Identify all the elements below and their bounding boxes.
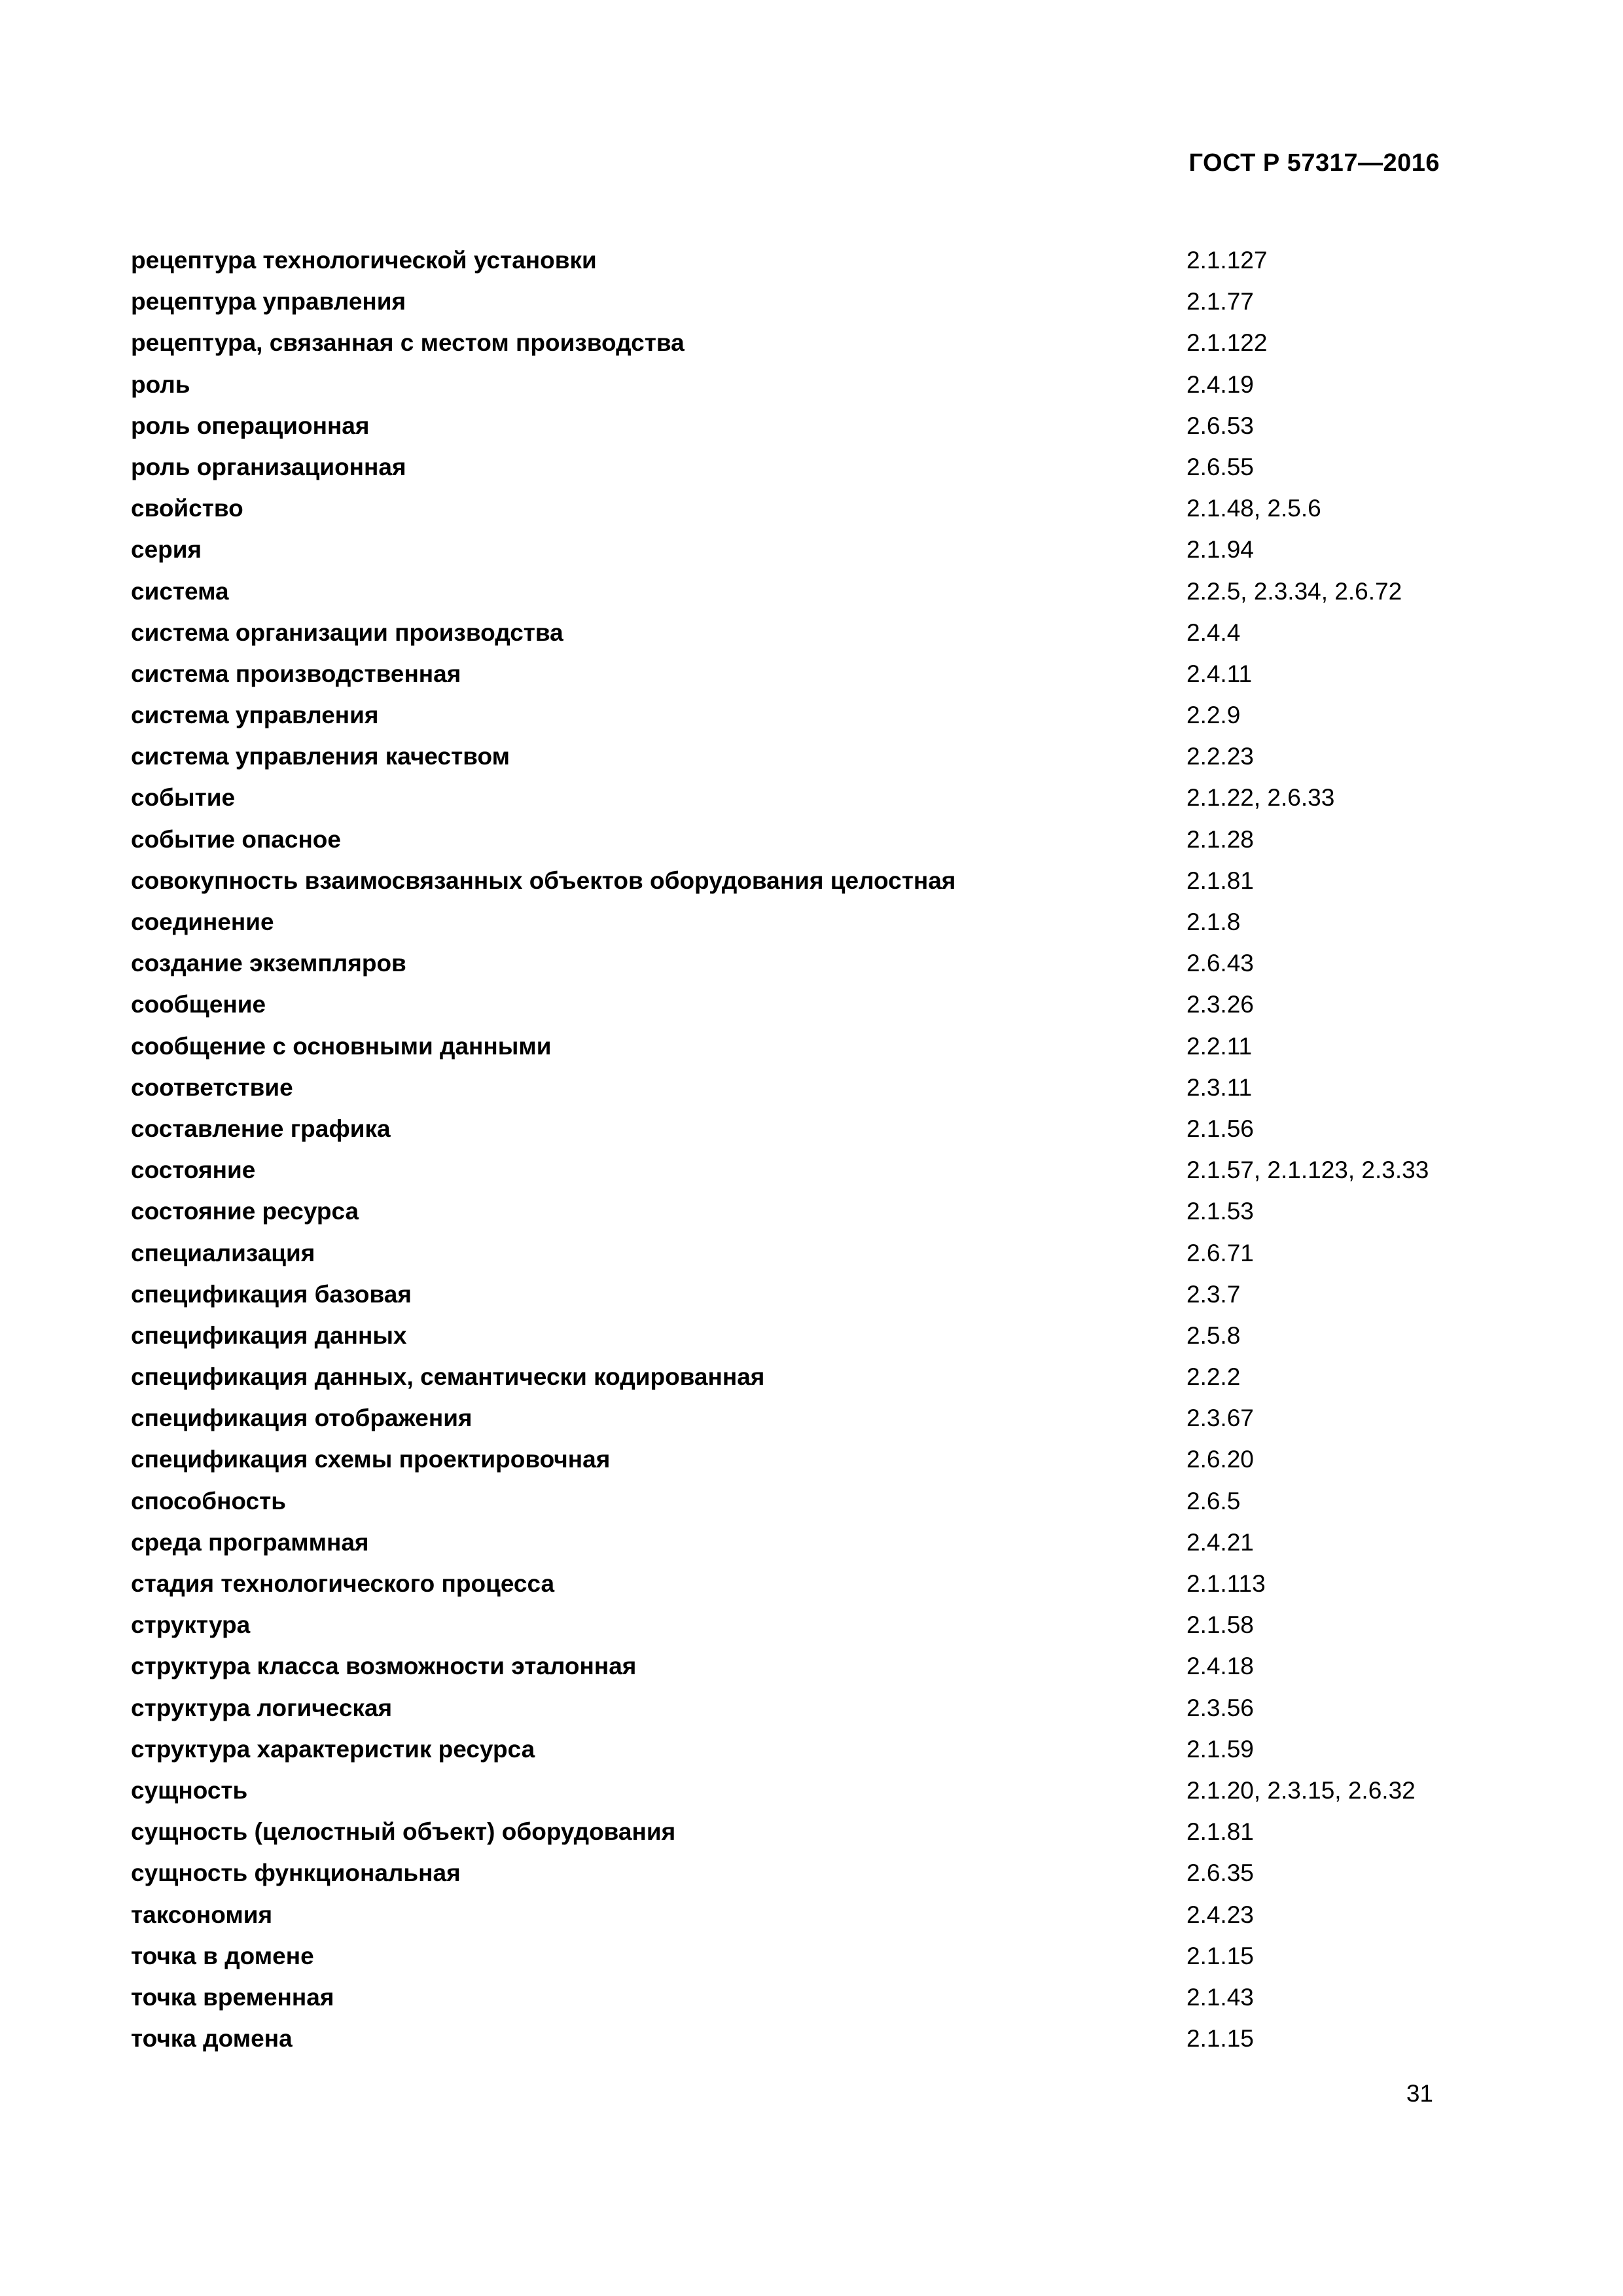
- index-term-refs: 2.3.11: [1186, 1073, 1253, 1101]
- index-term: способность: [131, 1487, 286, 1515]
- index-term: сущность: [131, 1776, 248, 1804]
- index-term: сущность (целостный объект) оборудования: [131, 1818, 676, 1846]
- index-entry: [131, 488, 1440, 529]
- index-entry: [131, 1067, 1440, 1108]
- index-term: соединение: [131, 908, 274, 935]
- index-term-refs: 2.3.56: [1186, 1694, 1254, 1721]
- index-term: соответствие: [131, 1073, 293, 1101]
- index-term: точка временная: [131, 1983, 334, 2011]
- index-entry: [131, 777, 1440, 818]
- index-entry: [131, 1604, 1440, 1645]
- index-term: роль операционная: [131, 412, 370, 439]
- index-term-refs: 2.1.113: [1186, 1570, 1266, 1597]
- index-entry: [131, 901, 1440, 942]
- index-term-refs: 2.1.81: [1186, 1818, 1254, 1846]
- index-term-refs: 2.1.15: [1186, 2025, 1254, 2053]
- index-term-refs: 2.1.57, 2.1.123, 2.3.33: [1186, 1157, 1429, 1184]
- index-entry: [131, 1935, 1440, 1977]
- index-term-refs: 2.1.58: [1186, 1611, 1254, 1639]
- index-term: сообщение: [131, 991, 266, 1018]
- index-entry: [131, 653, 1440, 694]
- index-term: спецификация базовая: [131, 1280, 412, 1308]
- index-term-refs: 2.1.81: [1186, 867, 1254, 894]
- index-entry: [131, 2018, 1440, 2059]
- index-entry: [131, 819, 1440, 860]
- index-entry: [131, 860, 1440, 901]
- index-term-refs: 2.1.20, 2.3.15, 2.6.32: [1186, 1776, 1416, 1804]
- index-term: стадия технологического процесса: [131, 1570, 555, 1597]
- index-entry: [131, 1770, 1440, 1811]
- index-term: среда программная: [131, 1528, 369, 1556]
- index-term-refs: 2.2.23: [1186, 743, 1254, 770]
- index-entry: [131, 942, 1440, 984]
- document-code-header: ГОСТ Р 57317—2016: [1188, 149, 1440, 177]
- index-term-refs: 2.1.127: [1186, 247, 1268, 274]
- index-entry: [131, 240, 1440, 281]
- index-entry: [131, 1811, 1440, 1852]
- index-entry: [131, 1274, 1440, 1315]
- index-term: свойство: [131, 495, 243, 522]
- index-entry: [131, 1729, 1440, 1770]
- index-term-refs: 2.1.48, 2.5.6: [1186, 495, 1321, 522]
- index-term: сущность функциональная: [131, 1859, 461, 1887]
- index-term: специализация: [131, 1239, 315, 1266]
- index-term: структура класса возможности эталонная: [131, 1653, 637, 1680]
- index-term-refs: 2.6.53: [1186, 412, 1254, 439]
- index-entry: [131, 1645, 1440, 1687]
- index-term-refs: 2.1.94: [1186, 536, 1254, 564]
- index-entry: [131, 1439, 1440, 1480]
- index-term: точка домена: [131, 2025, 293, 2053]
- index-entry: [131, 405, 1440, 446]
- index-term: рецептура технологической установки: [131, 247, 597, 274]
- index-term: система управления: [131, 702, 379, 729]
- index-term: спецификация данных: [131, 1321, 407, 1349]
- index-term: событие опасное: [131, 825, 341, 853]
- index-term-refs: 2.2.11: [1186, 1032, 1253, 1060]
- index-term-refs: 2.2.2: [1186, 1363, 1241, 1391]
- index-term-refs: 2.5.8: [1186, 1321, 1241, 1349]
- index-entry: [131, 1480, 1440, 1522]
- index-term: серия: [131, 536, 202, 564]
- index-term-refs: 2.3.26: [1186, 991, 1254, 1018]
- index-term: система организации производства: [131, 619, 563, 646]
- index-term-refs: 2.1.8: [1186, 908, 1241, 935]
- index-term: таксономия: [131, 1901, 273, 1928]
- index-entry: [131, 736, 1440, 777]
- page-number: 31: [1406, 2080, 1433, 2107]
- index-term: система управления качеством: [131, 743, 510, 770]
- index-term-refs: 2.1.53: [1186, 1198, 1254, 1225]
- index-entry: [131, 1191, 1440, 1232]
- index-term-refs: 2.4.4: [1186, 619, 1241, 646]
- index-entry: [131, 1522, 1440, 1563]
- index-term-refs: 2.6.5: [1186, 1487, 1241, 1515]
- index-entry: [131, 1232, 1440, 1274]
- index-term-refs: 2.1.122: [1186, 329, 1268, 357]
- index-entry: [131, 446, 1440, 488]
- index-term-refs: 2.4.11: [1186, 660, 1253, 687]
- index-term-refs: 2.1.22, 2.6.33: [1186, 784, 1335, 812]
- index-entry: [131, 281, 1440, 322]
- index-term-refs: 2.1.77: [1186, 288, 1254, 315]
- index-entry: [131, 1977, 1440, 2018]
- index-entry: [131, 1852, 1440, 1893]
- index-entry: [131, 364, 1440, 405]
- index-entry: [131, 1356, 1440, 1397]
- index-term-refs: 2.6.35: [1186, 1859, 1254, 1887]
- index-term: роль: [131, 370, 190, 398]
- index-term: роль организационная: [131, 453, 406, 480]
- index-term-refs: 2.6.43: [1186, 950, 1254, 977]
- index-term-refs: 2.2.5, 2.3.34, 2.6.72: [1186, 577, 1402, 605]
- term-index-list: [131, 240, 1440, 2059]
- index-entry: [131, 571, 1440, 612]
- index-term: спецификация схемы проектировочная: [131, 1446, 611, 1473]
- index-entry: [131, 1687, 1440, 1729]
- index-term-refs: 2.4.23: [1186, 1901, 1254, 1928]
- index-entry: [131, 1108, 1440, 1149]
- index-entry: [131, 694, 1440, 736]
- index-term-refs: 2.1.56: [1186, 1115, 1254, 1142]
- index-term: система: [131, 577, 229, 605]
- index-term: структура: [131, 1611, 251, 1639]
- index-term: сообщение с основными данными: [131, 1032, 552, 1060]
- index-term-refs: 2.6.55: [1186, 453, 1254, 480]
- index-term-refs: 2.4.21: [1186, 1528, 1254, 1556]
- index-term-refs: 2.4.19: [1186, 370, 1254, 398]
- index-term: спецификация данных, семантически кодированная: [131, 1363, 765, 1391]
- index-term-refs: 2.2.9: [1186, 702, 1241, 729]
- index-term: рецептура управления: [131, 288, 406, 315]
- index-term-refs: 2.6.71: [1186, 1239, 1254, 1266]
- index-term-refs: 2.1.59: [1186, 1735, 1254, 1763]
- index-term-refs: 2.3.7: [1186, 1280, 1241, 1308]
- index-entry: [131, 1894, 1440, 1935]
- index-term: спецификация отображения: [131, 1405, 473, 1432]
- index-term: точка в домене: [131, 1942, 314, 1969]
- index-term: совокупность взаимосвязанных объектов оборудования целостная: [131, 867, 956, 894]
- index-entry: [131, 612, 1440, 653]
- index-entry: [131, 1563, 1440, 1604]
- index-term: состояние: [131, 1157, 256, 1184]
- index-entry: [131, 1026, 1440, 1067]
- index-term-refs: 2.1.28: [1186, 825, 1254, 853]
- index-entry: [131, 1315, 1440, 1356]
- index-term-refs: 2.1.43: [1186, 1983, 1254, 2011]
- index-term-refs: 2.1.15: [1186, 1942, 1254, 1969]
- index-term: рецептура, связанная с местом производства: [131, 329, 685, 357]
- index-term: структура характеристик ресурса: [131, 1735, 535, 1763]
- index-term: создание экземпляров: [131, 950, 406, 977]
- index-entry: [131, 1397, 1440, 1439]
- index-term: составление графика: [131, 1115, 391, 1142]
- index-entry: [131, 529, 1440, 570]
- index-term-refs: 2.3.67: [1186, 1405, 1254, 1432]
- index-term: структура логическая: [131, 1694, 393, 1721]
- index-entry: [131, 322, 1440, 363]
- index-entry: [131, 984, 1440, 1025]
- index-term: событие: [131, 784, 236, 812]
- index-entry: [131, 1149, 1440, 1191]
- index-term: состояние ресурса: [131, 1198, 359, 1225]
- index-term-refs: 2.4.18: [1186, 1653, 1254, 1680]
- index-term: система производственная: [131, 660, 461, 687]
- index-term-refs: 2.6.20: [1186, 1446, 1254, 1473]
